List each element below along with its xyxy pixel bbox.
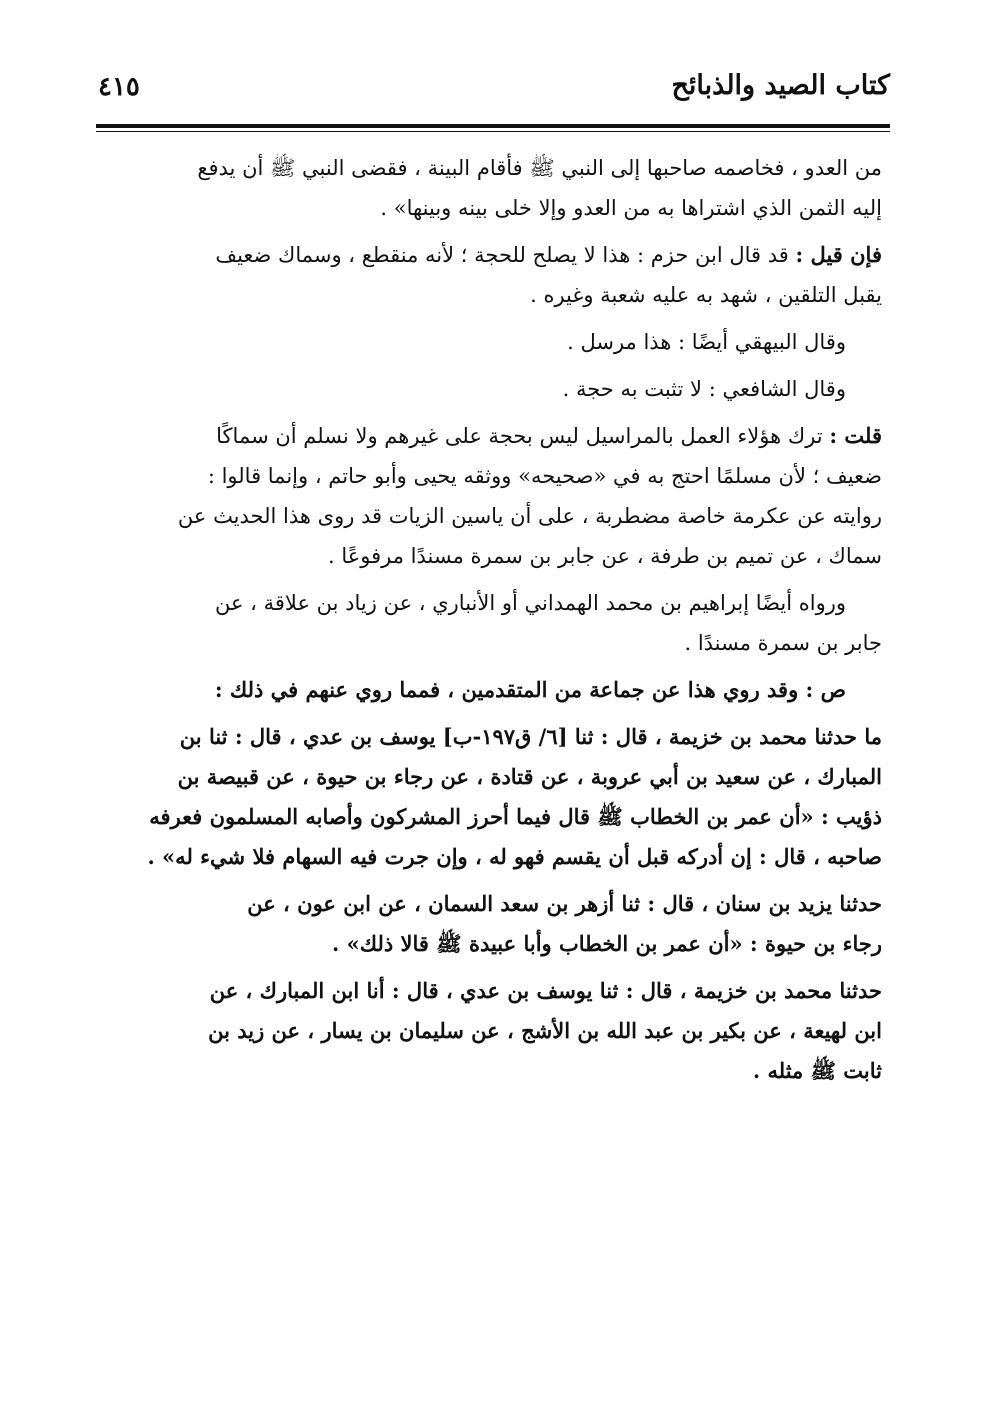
line-text: وقد روي هذا عن جماعة من المتقدمين ، فمما روي عنهم في ذلك : (214, 677, 806, 702)
book-title: كتاب الصيد والذبائح (671, 70, 890, 101)
text-line: سماك ، عن تميم بن طرفة ، عن جابر بن سمرة مسندًا مرفوعًا . (327, 544, 882, 568)
paragraph (100, 971, 882, 1091)
text-line: ثابت ﷺ مثله . (752, 1058, 882, 1083)
text-line: ما حدثنا محمد بن خزيمة ، قال : ثنا [٦/ ق١٩٧-ب] يوسف بن عدي ، قال : ثنا بن (179, 724, 882, 749)
text-line: ابن لهيعة ، عن بكير بن عبد الله بن الأشج ، عن سليمان بن يسار ، عن زيد بن (208, 1018, 882, 1043)
paragraph (100, 884, 882, 964)
header-rule-thick (96, 124, 890, 128)
body-text (100, 148, 882, 1098)
paragraph (100, 148, 882, 228)
text-line: ضعيف ؛ لأن مسلمًا احتج به في «صحيحه» ووثقه يحيى وأبو حاتم ، وإنما قالوا : (207, 464, 882, 488)
header-rule-thin (96, 131, 890, 132)
paragraph-lead: فإن قيل : (795, 242, 882, 267)
page-header (96, 66, 890, 118)
text-line: يقبل التلقين ، شهد به عليه شعبة وغيره . (530, 283, 882, 307)
paragraph (100, 235, 882, 315)
text-line: وقال البيهقي أيضًا : هذا مرسل . (567, 330, 846, 354)
text-line: روايته عن عكرمة خاصة مضطربة ، على أن ياسين الزيات قد روى هذا الحديث عن (177, 504, 882, 528)
text-line: إليه الثمن الذي اشتراها به من العدو وإلا خلى بينه وبينها» . (380, 196, 882, 220)
line-text: ترك هؤلاء العمل بالمراسيل ليس بحجة على غيرهم ولا نسلم أن سماكًا (216, 424, 830, 448)
text-line: ذؤيب : «أن عمر بن الخطاب ﷺ قال فيما أحرز المشركون وأصابه المسلمون فعرفه (149, 804, 882, 829)
paragraph (100, 369, 882, 409)
paragraph-lead: قلت : (829, 423, 882, 448)
paragraph (100, 416, 882, 576)
text-line: حدثنا محمد بن خزيمة ، قال : ثنا يوسف بن عدي ، قال : أنا ابن المبارك ، عن (209, 978, 882, 1003)
text-line: صاحبه ، قال : إن أدركه قبل أن يقسم فهو له ، وإن جرت فيه السهام فلا شيء له» . (147, 844, 882, 869)
text-line (100, 416, 882, 456)
paragraph-lead: ص : (805, 677, 846, 702)
text-line: رجاء بن حيوة : «أن عمر بن الخطاب وأبا عبيدة ﷺ قالا ذلك» . (332, 931, 882, 956)
paragraph (100, 322, 882, 362)
paragraph (100, 670, 882, 710)
paragraph (100, 583, 882, 663)
paragraph (100, 717, 882, 877)
text-line: حدثنا يزيد بن سنان ، قال : ثنا أزهر بن سعد السمان ، عن ابن عون ، عن (247, 891, 882, 916)
text-line (100, 670, 846, 710)
text-line: وقال الشافعي : لا تثبت به حجة . (562, 377, 846, 401)
text-line: ورواه أيضًا إبراهيم بن محمد الهمداني أو الأنباري ، عن زياد بن علاقة ، عن (214, 591, 846, 615)
text-line: جابر بن سمرة مسندًا . (684, 631, 882, 655)
text-line (100, 235, 882, 275)
line-text: قد قال ابن حزم : هذا لا يصلح للحجة ؛ لأنه منقطع ، وسماك ضعيف (215, 243, 796, 267)
text-line: من العدو ، فخاصمه صاحبها إلى النبي ﷺ فأقام البينة ، فقضى النبي ﷺ أن يدفع (197, 156, 882, 180)
text-line: المبارك ، عن سعيد بن أبي عروبة ، عن قتادة ، عن رجاء بن حيوة ، عن قبيصة بن (177, 764, 882, 789)
page-number: ٤١٥ (98, 72, 140, 102)
